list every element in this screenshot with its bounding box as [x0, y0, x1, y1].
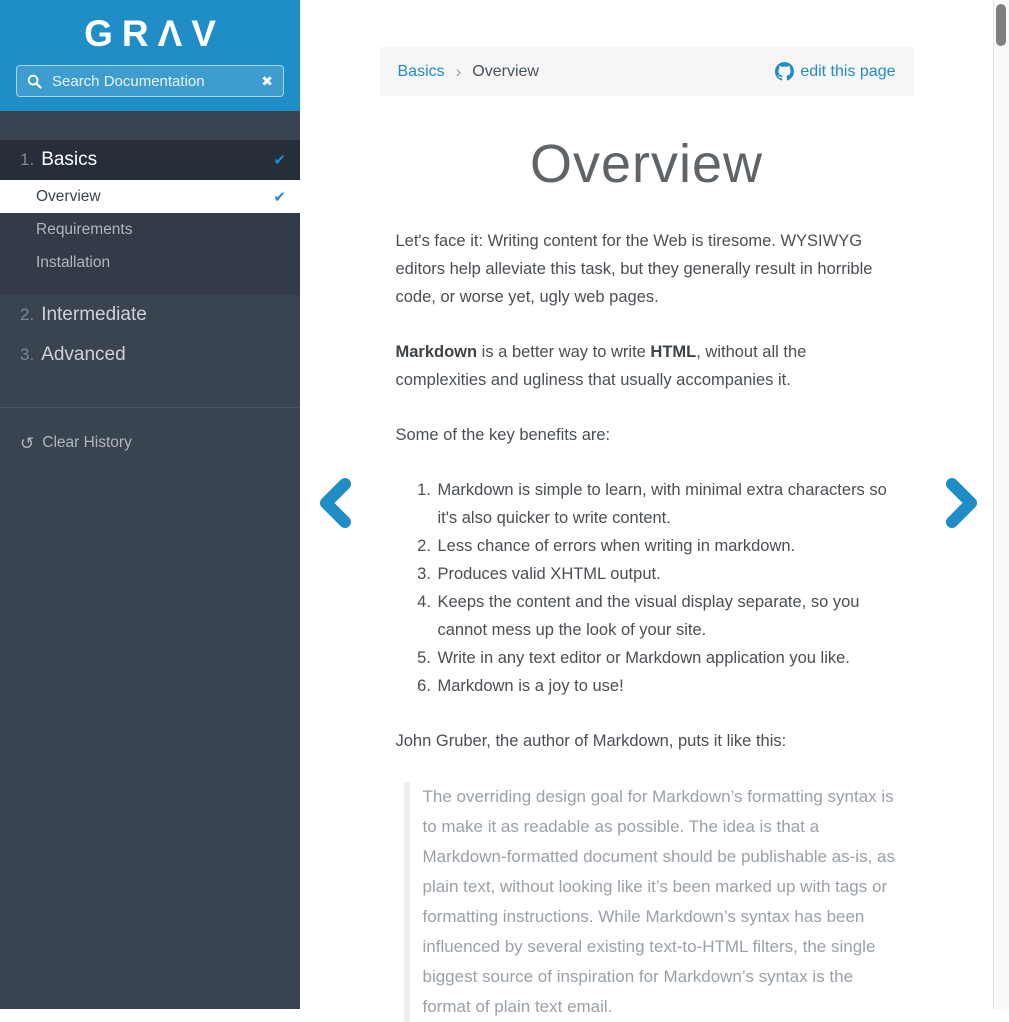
sidebar-section-intermediate[interactable]: [0, 295, 300, 335]
list-item: 2. Less chance of errors when writing in markdown.: [436, 532, 898, 560]
bold-html: HTML: [650, 343, 697, 361]
list-item: 1. Markdown is simple to learn, with minimal extra characters so it's also quicker to write content.: [436, 476, 898, 532]
search-input[interactable]: [50, 72, 261, 91]
scrollbar-thumb[interactable]: [996, 4, 1006, 46]
paragraph: John Gruber, the author of Markdown, puts it like this:: [395, 732, 787, 750]
breadcrumb-current: Overview: [472, 62, 539, 80]
list-item: 5. Write in any text editor or Markdown application you like.: [436, 644, 898, 672]
clear-history-button[interactable]: [0, 434, 300, 452]
sidebar-item-overview[interactable]: [0, 180, 300, 213]
bold-markdown: Markdown: [395, 343, 478, 361]
check-icon: ✔: [273, 188, 286, 206]
section-label: Intermediate: [41, 304, 147, 325]
section-number: 2.: [20, 305, 35, 324]
sidebar-item-label: Requirements: [36, 220, 133, 238]
grav-logo[interactable]: GRΛV: [84, 13, 225, 54]
markdown-quote: The overriding design goal for Markdown’s formatting syntax is to make it as readable as possible. The idea is that a Markdown-formatted document should be publishable as-is, as plain text, without looking like it’s been marked up with tags or formatting instructions. While Markdown’s syntax has been influenced by several existing text-to-HTML filters, the single biggest source of inspiration for Markdown’s syntax is the format of plain text email.: [404, 782, 898, 1022]
search-clear-icon[interactable]: ✖: [261, 73, 273, 89]
scrollbar-track[interactable]: [993, 0, 1009, 1009]
sidebar-item-label: Overview: [36, 187, 101, 205]
check-icon: ✔: [273, 152, 286, 169]
sidebar-nav: [0, 111, 300, 375]
list-item: 4. Keeps the content and the visual display separate, so you cannot mess up the look of your site.: [436, 588, 898, 644]
clear-history-label: Clear History: [42, 434, 132, 451]
sidebar-header: [0, 0, 300, 111]
sidebar: [0, 0, 300, 1009]
search-icon: [27, 74, 42, 89]
paragraph: Some of the key benefits are:: [395, 426, 611, 444]
main-content: [300, 0, 993, 1016]
sidebar-item-requirements[interactable]: [0, 213, 300, 246]
section-number: 3.: [20, 345, 35, 364]
paragraph: Let's face it: Writing content for the Web is tiresome. WYSIWYG editors help alleviate this task, but they generally result in horrible code, or worse yet, ugly web pages.: [395, 232, 873, 306]
paragraph: Markdown is a better way to write HTML, without all the complexities and ugliness that usually accompanies it.: [395, 343, 807, 389]
chevron-right-icon: ›: [455, 61, 462, 81]
page-title: Overview: [529, 134, 764, 194]
list-item: 3. Produces valid XHTML output.: [436, 560, 898, 588]
section-label: Basics: [41, 149, 98, 170]
list-item: 6. Markdown is a joy to use!: [436, 672, 898, 700]
breadcrumb: [380, 47, 914, 96]
breadcrumb-link-basics[interactable]: Basics: [397, 62, 445, 80]
benefits-list: [396, 476, 898, 700]
edit-this-page-link[interactable]: [775, 62, 895, 81]
sidebar-section-advanced[interactable]: [0, 335, 300, 375]
section-label: Advanced: [41, 344, 126, 365]
article-body: [396, 227, 898, 1022]
prev-page-arrow[interactable]: [317, 477, 353, 529]
sidebar-section-basics[interactable]: [0, 140, 300, 180]
sidebar-item-installation[interactable]: [0, 246, 300, 279]
sidebar-basics-items: [0, 180, 300, 295]
sidebar-item-label: Installation: [36, 253, 111, 271]
section-number: 1.: [20, 150, 35, 169]
history-icon: ↺: [20, 433, 35, 453]
edit-this-page-label: edit this page: [800, 62, 896, 80]
sidebar-divider: [0, 407, 300, 408]
github-icon: [775, 62, 794, 81]
next-page-arrow[interactable]: [944, 477, 980, 529]
search-box: [16, 65, 284, 97]
